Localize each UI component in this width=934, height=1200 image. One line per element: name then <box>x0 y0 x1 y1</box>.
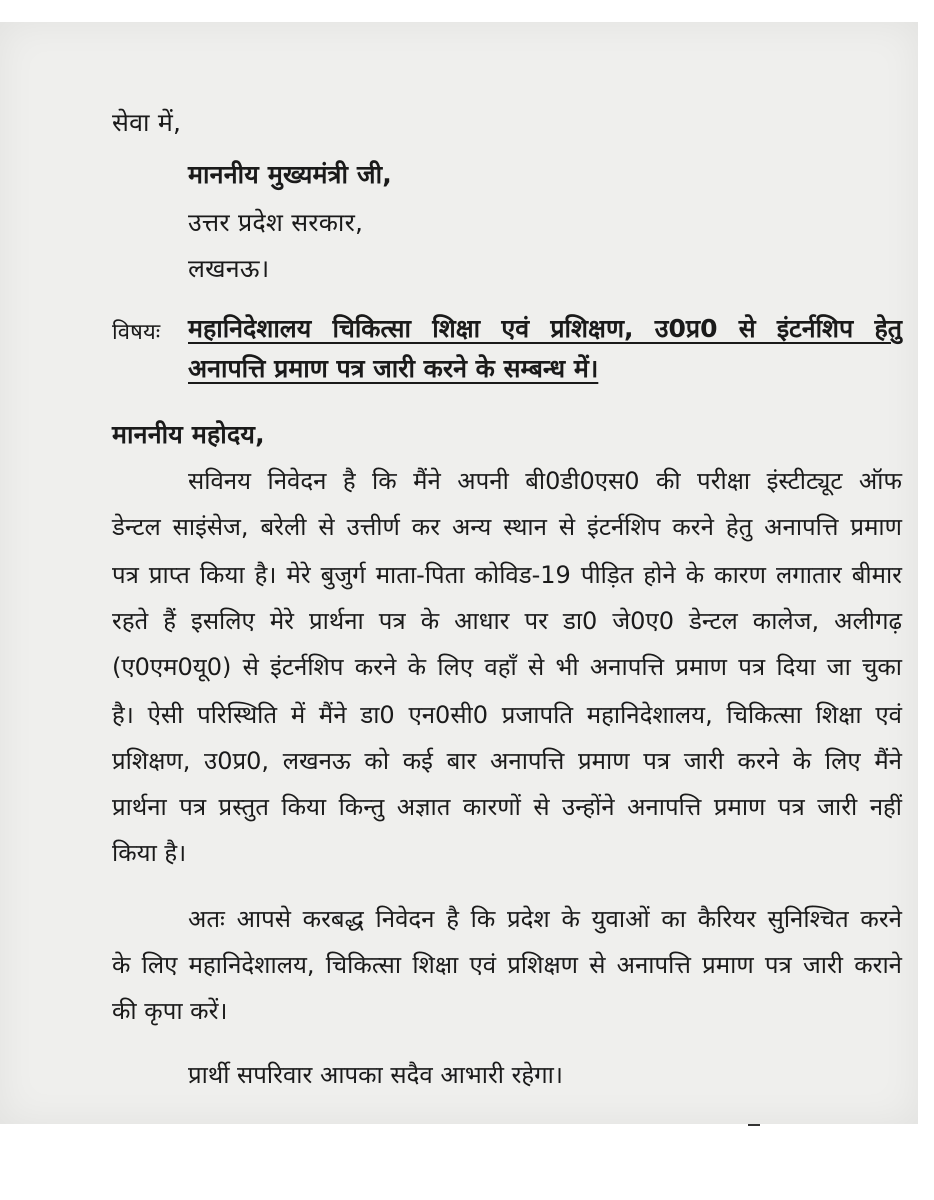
subject-label: विषयः <box>112 320 161 345</box>
subject-line-1: महानिदेशालय चिकित्सा शिक्षा एवं प्रशिक्षण, उ0प्र0 से इंटर्नशिप हेतु <box>188 314 902 343</box>
paragraph-line: अतः आपसे करबद्ध निवेदन है कि प्रदेश के युवाओं का कैरियर सुनिश्चित करने <box>188 905 902 933</box>
paragraph-line: के लिए महानिदेशालय, चिकित्सा शिक्षा एवं प्रशिक्षण से अनापत्ति प्रमाण पत्र जारी कराने <box>112 951 902 979</box>
paragraph-line: की कृपा करें। <box>112 997 228 1025</box>
page-mark <box>748 1124 760 1126</box>
paragraph-line: रहते हैं इसलिए मेरे प्रार्थना पत्र के आधार पर डा0 जे0ए0 डेन्टल कालेज, अलीगढ़ <box>112 607 902 635</box>
paragraph-line: प्रशिक्षण, उ0प्र0, लखनऊ को कई बार अनापत्ति प्रमाण पत्र जारी करने के लिए मैंने <box>112 747 902 775</box>
paragraph-line: सविनय निवेदन है कि मैंने अपनी बी0डी0एस0 की परीक्षा इंस्टीट्यूट ऑफ <box>188 467 902 495</box>
recipient-title: माननीय मुख्यमंत्री जी, <box>188 160 392 189</box>
paragraph-line: पत्र प्राप्त किया है। मेरे बुजुर्ग माता-पिता कोविड-19 पीड़ित होने के कारण लगातार बीमार <box>112 561 902 589</box>
paragraph-line: डेन्टल साइंसेज, बरेली से उत्तीर्ण कर अन्य स्थान से इंटर्नशिप करने हेतु अनापत्ति प्रमाण <box>112 513 902 541</box>
paragraph-line: किया है। <box>112 839 187 867</box>
paragraph-line: प्रार्थना पत्र प्रस्तुत किया किन्तु अज्ञात कारणों से उन्होंने अनापत्ति प्रमाण पत्र जारी नहीं <box>112 793 902 821</box>
closing-line: प्रार्थी सपरिवार आपका सदैव आभारी रहेगा। <box>188 1061 563 1089</box>
recipient-city: लखनऊ। <box>188 254 270 283</box>
greeting: माननीय महोदय, <box>112 420 265 449</box>
paragraph-line: है। ऐसी परिस्थिति में मैंने डा0 एन0सी0 प्रजापति महानिदेशालय, चिकित्सा शिक्षा एवं <box>112 701 902 729</box>
paragraph-line: (ए0एम0यू0) से इंटर्नशिप करने के लिए वहाँ से भी अनापत्ति प्रमाण पत्र दिया जा चुका <box>112 653 902 681</box>
recipient-office: उत्तर प्रदेश सरकार, <box>188 208 364 237</box>
subject-line-2: अनापत्ति प्रमाण पत्र जारी करने के सम्बन्ध में। <box>188 354 599 383</box>
salutation-to: सेवा में, <box>112 108 182 137</box>
